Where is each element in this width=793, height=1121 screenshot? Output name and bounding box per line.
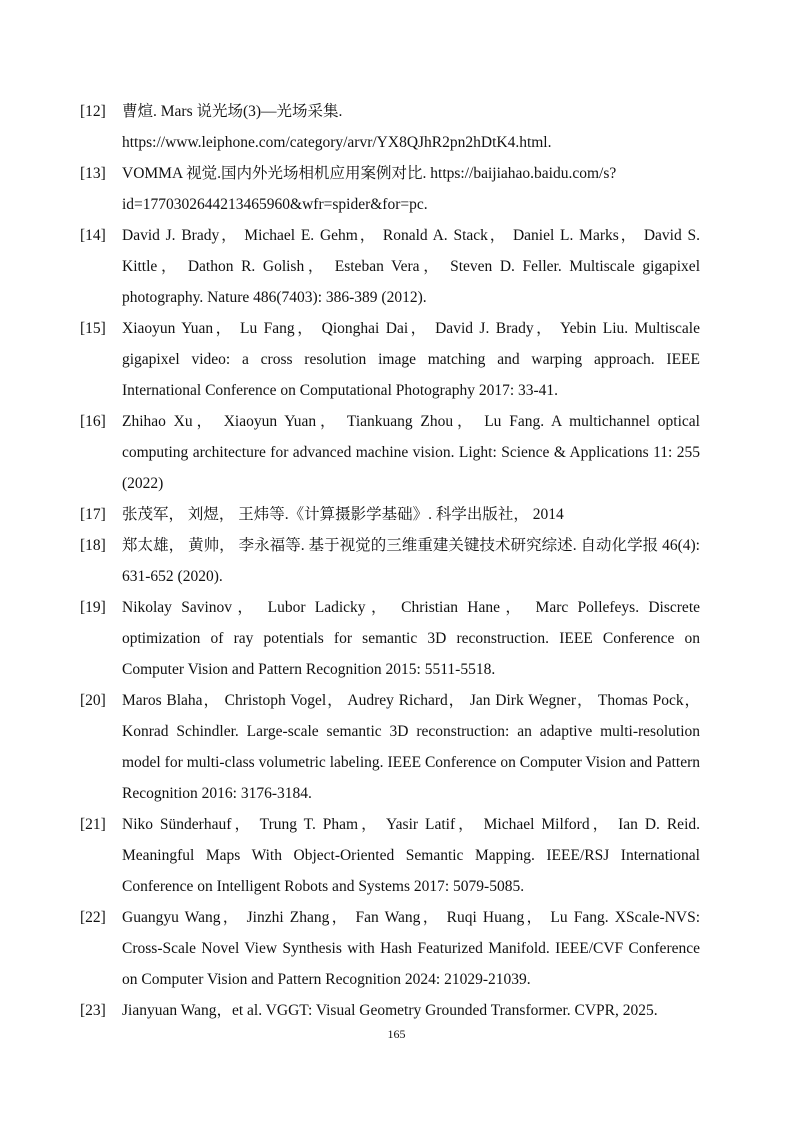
reference-text: 张茂军， 刘煜， 王炜等.《计算摄影学基础》. 科学出版社， 2014: [122, 506, 564, 523]
reference-text: 曹煊. Mars 说光场(3)—光场采集. https://www.leiphone.com/category/arvr/YX8QJhR2pn2hDtK4.html.: [122, 103, 552, 151]
reference-number: [14]: [80, 227, 106, 244]
reference-item: [80, 158, 700, 220]
reference-number: [21]: [80, 816, 106, 833]
reference-number: [13]: [80, 165, 106, 182]
reference-item: [80, 995, 700, 1026]
reference-text: VOMMA 视觉.国内外光场相机应用案例对比. https://baijiahao.baidu.com/s?id=1770302644213465960&wfr=spider&for=pc.: [122, 165, 617, 213]
reference-text: Jianyuan Wang，et al. VGGT: Visual Geometry Grounded Transformer. CVPR, 2025.: [122, 1002, 658, 1019]
reference-number: [15]: [80, 320, 106, 337]
reference-item: [80, 809, 700, 902]
reference-number: [12]: [80, 103, 106, 120]
reference-item: [80, 96, 700, 158]
reference-text: Maros Blaha， Christoph Vogel， Audrey Richard， Jan Dirk Wegner， Thomas Pock， Konrad Schindler. Large-scale semantic 3D reconstruction: an adaptive multi-resolution model for multi-class volumetric labeling. IEEE Conference on Computer Vision and Pattern Recognition 2016: 3176-3184.: [122, 692, 700, 802]
reference-number: [16]: [80, 413, 106, 430]
reference-number: [23]: [80, 1002, 106, 1019]
reference-number: [22]: [80, 909, 106, 926]
reference-item: [80, 406, 700, 499]
reference-item: [80, 592, 700, 685]
reference-item: [80, 499, 700, 530]
reference-item: [80, 685, 700, 809]
reference-number: [18]: [80, 537, 106, 554]
reference-text: Guangyu Wang， Jinzhi Zhang， Fan Wang， Ruqi Huang， Lu Fang. XScale-NVS: Cross-Scale Novel View Synthesis with Hash Featurized Manifold. IEEE/CVF Conference on Computer Vision and Pattern Recognition 2024: 21029-21039.: [122, 909, 700, 988]
reference-number: [19]: [80, 599, 106, 616]
reference-text: David J. Brady， Michael E. Gehm， Ronald A. Stack， Daniel L. Marks， David S. Kittle， Dathon R. Golish， Esteban Vera， Steven D. Feller. Multiscale gigapixel photography. Nature 486(7403): 386-389 (2012).: [122, 227, 700, 306]
reference-item: [80, 902, 700, 995]
reference-text: Zhihao Xu， Xiaoyun Yuan， Tiankuang Zhou， Lu Fang. A multichannel optical computing architecture for advanced machine vision. Light: Science & Applications 11: 255 (2022): [122, 413, 700, 492]
reference-text: 郑太雄， 黄帅， 李永福等. 基于视觉的三维重建关键技术研究综述. 自动化学报 46(4): 631-652 (2020).: [122, 537, 700, 585]
reference-item: [80, 313, 700, 406]
page-number: 165: [387, 1027, 406, 1041]
reference-text: Xiaoyun Yuan， Lu Fang， Qionghai Dai， David J. Brady， Yebin Liu. Multiscale gigapixel video: a cross resolution image matching and warping approach. IEEE International Conference on Computational Photography 2017: 33-41.: [122, 320, 700, 399]
reference-text: Niko Sünderhauf， Trung T. Pham， Yasir Latif， Michael Milford， Ian D. Reid. Meaningful Maps With Object-Oriented Semantic Mapping. IEEE/RSJ International Conference on Intelligent Robots and Systems 2017: 5079-5085.: [122, 816, 700, 895]
reference-item: [80, 530, 700, 592]
reference-number: [17]: [80, 506, 106, 523]
reference-number: [20]: [80, 692, 106, 709]
reference-text: Nikolay Savinov， Lubor Ladicky， Christian Hane， Marc Pollefeys. Discrete optimization of ray potentials for semantic 3D reconstruction. IEEE Conference on Computer Vision and Pattern Recognition 2015: 5511-5518.: [122, 599, 700, 678]
reference-list: [80, 96, 700, 1026]
reference-item: [80, 220, 700, 313]
